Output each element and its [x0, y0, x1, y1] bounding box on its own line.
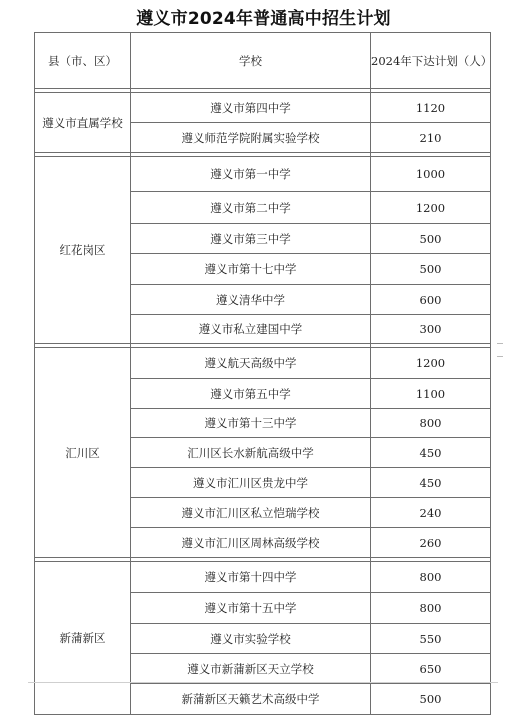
plan-cell: 450: [371, 438, 491, 468]
page-bottom-rule: [28, 682, 498, 683]
plan-cell: 600: [371, 285, 491, 315]
plan-cell: 1200: [371, 348, 491, 379]
school-cell: 遵义市新蒲新区天立学校: [131, 654, 371, 684]
school-cell: 遵义市汇川区私立恺瑞学校: [131, 498, 371, 528]
district-cell: 红花岗区: [35, 157, 131, 344]
school-cell: 遵义师范学院附属实验学校: [131, 123, 371, 153]
school-cell: 遵义市第十四中学: [131, 562, 371, 593]
school-cell: 遵义市实验学校: [131, 624, 371, 654]
header-district: 县（市、区）: [35, 33, 131, 89]
school-cell: 遵义市汇川区周林高级学校: [131, 528, 371, 558]
page-title: 遵义市2024年普通高中招生计划: [136, 9, 391, 29]
plan-cell: 550: [371, 624, 491, 654]
plan-cell: 300: [371, 315, 491, 344]
plan-cell: 240: [371, 498, 491, 528]
table-header-row: [35, 33, 491, 89]
school-cell: 遵义市第三中学: [131, 224, 371, 254]
table-row: [35, 348, 491, 379]
header-school: 学校: [131, 33, 371, 89]
table-row: [35, 93, 491, 123]
plan-cell: 1100: [371, 379, 491, 409]
school-cell: 遵义清华中学: [131, 285, 371, 315]
margin-mark: [497, 356, 503, 357]
school-cell: 遵义市汇川区贵龙中学: [131, 468, 371, 498]
enrollment-plan-table: [34, 32, 491, 715]
plan-cell: 1000: [371, 157, 491, 192]
header-plan: 2024年下达计划（人）: [371, 33, 491, 89]
school-cell: 遵义市第十五中学: [131, 593, 371, 624]
plan-cell: 210: [371, 123, 491, 153]
plan-cell: 650: [371, 654, 491, 684]
plan-cell: 260: [371, 528, 491, 558]
plan-cell: 800: [371, 562, 491, 593]
school-cell: 新蒲新区天籁艺术高级中学: [131, 684, 371, 715]
school-cell: 遵义市第二中学: [131, 192, 371, 224]
plan-cell: 500: [371, 684, 491, 715]
school-cell: 遵义市第十三中学: [131, 409, 371, 438]
plan-cell: 500: [371, 254, 491, 285]
district-cell: 新蒲新区: [35, 562, 131, 715]
table-body: [35, 93, 491, 715]
margin-mark: [497, 343, 503, 344]
school-cell: 遵义市第十七中学: [131, 254, 371, 285]
plan-cell: 1200: [371, 192, 491, 224]
school-cell: 遵义市第五中学: [131, 379, 371, 409]
table-row: [35, 562, 491, 593]
school-cell: 遵义市私立建国中学: [131, 315, 371, 344]
school-cell: 遵义市第四中学: [131, 93, 371, 123]
table-row: [35, 157, 491, 192]
district-cell: 遵义市直属学校: [35, 93, 131, 153]
plan-cell: 1120: [371, 93, 491, 123]
district-cell: 汇川区: [35, 348, 131, 558]
plan-cell: 800: [371, 409, 491, 438]
plan-cell: 450: [371, 468, 491, 498]
plan-cell: 800: [371, 593, 491, 624]
plan-cell: 500: [371, 224, 491, 254]
school-cell: 遵义航天高级中学: [131, 348, 371, 379]
school-cell: 汇川区长水新航高级中学: [131, 438, 371, 468]
school-cell: 遵义市第一中学: [131, 157, 371, 192]
